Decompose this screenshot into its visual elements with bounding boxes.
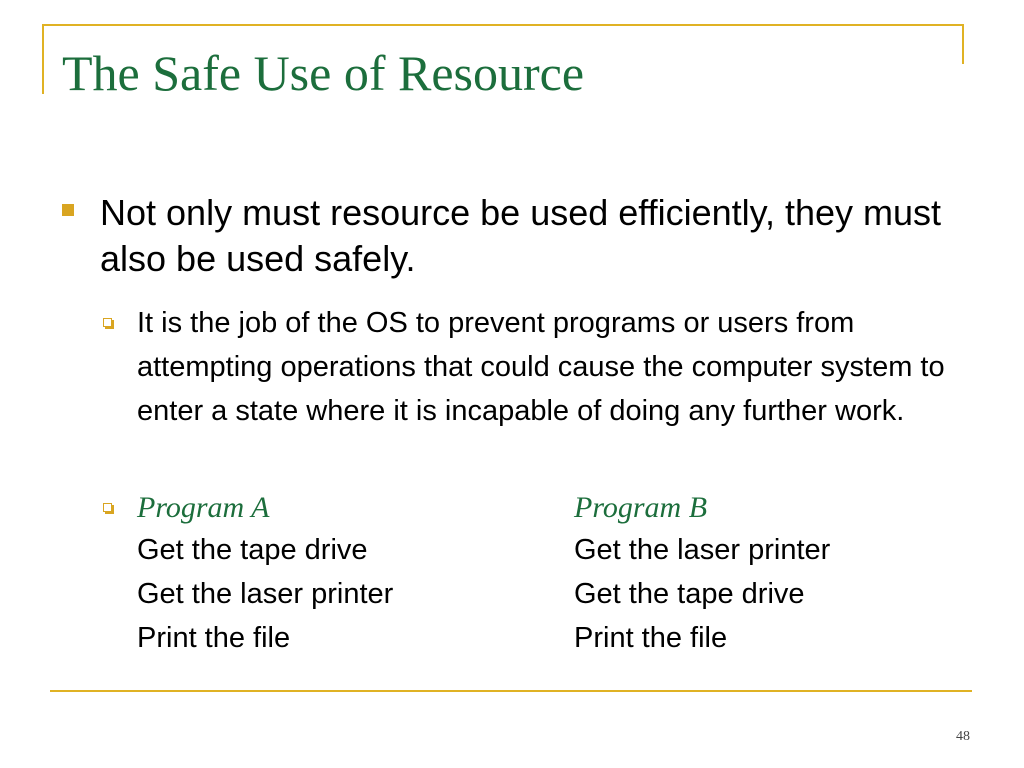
program-a-heading: Program A bbox=[137, 491, 270, 524]
page-number: 48 bbox=[956, 729, 970, 744]
program-b-step-2: Get the tape drive bbox=[574, 578, 805, 610]
bottom-divider-line bbox=[50, 690, 972, 692]
program-b-step-3: Print the file bbox=[574, 622, 728, 654]
program-a-column bbox=[137, 488, 393, 660]
slide-title: The Safe Use of Resource bbox=[62, 45, 585, 101]
program-b-heading: Program B bbox=[574, 491, 708, 524]
hollow-square-bullet-icon bbox=[103, 318, 112, 327]
right-frame-line bbox=[962, 24, 964, 64]
program-a-step-3: Print the file bbox=[137, 622, 291, 654]
hollow-square-bullet-icon bbox=[103, 503, 112, 512]
top-divider-line bbox=[42, 24, 964, 26]
square-bullet-icon bbox=[62, 204, 74, 216]
sub-bullet-text: It is the job of the OS to prevent programs or users from attempting operations that could cause the computer system to enter a state where it is incapable of doing any further work. bbox=[137, 307, 945, 427]
left-frame-line bbox=[42, 24, 44, 94]
program-a-step-1: Get the tape drive bbox=[137, 534, 368, 566]
program-b-step-1: Get the laser printer bbox=[574, 534, 831, 566]
program-b-column bbox=[574, 488, 830, 660]
program-a-step-2: Get the laser printer bbox=[137, 578, 394, 610]
main-bullet-text: Not only must resource be used efficiently, they must also be used safely. bbox=[100, 192, 942, 279]
